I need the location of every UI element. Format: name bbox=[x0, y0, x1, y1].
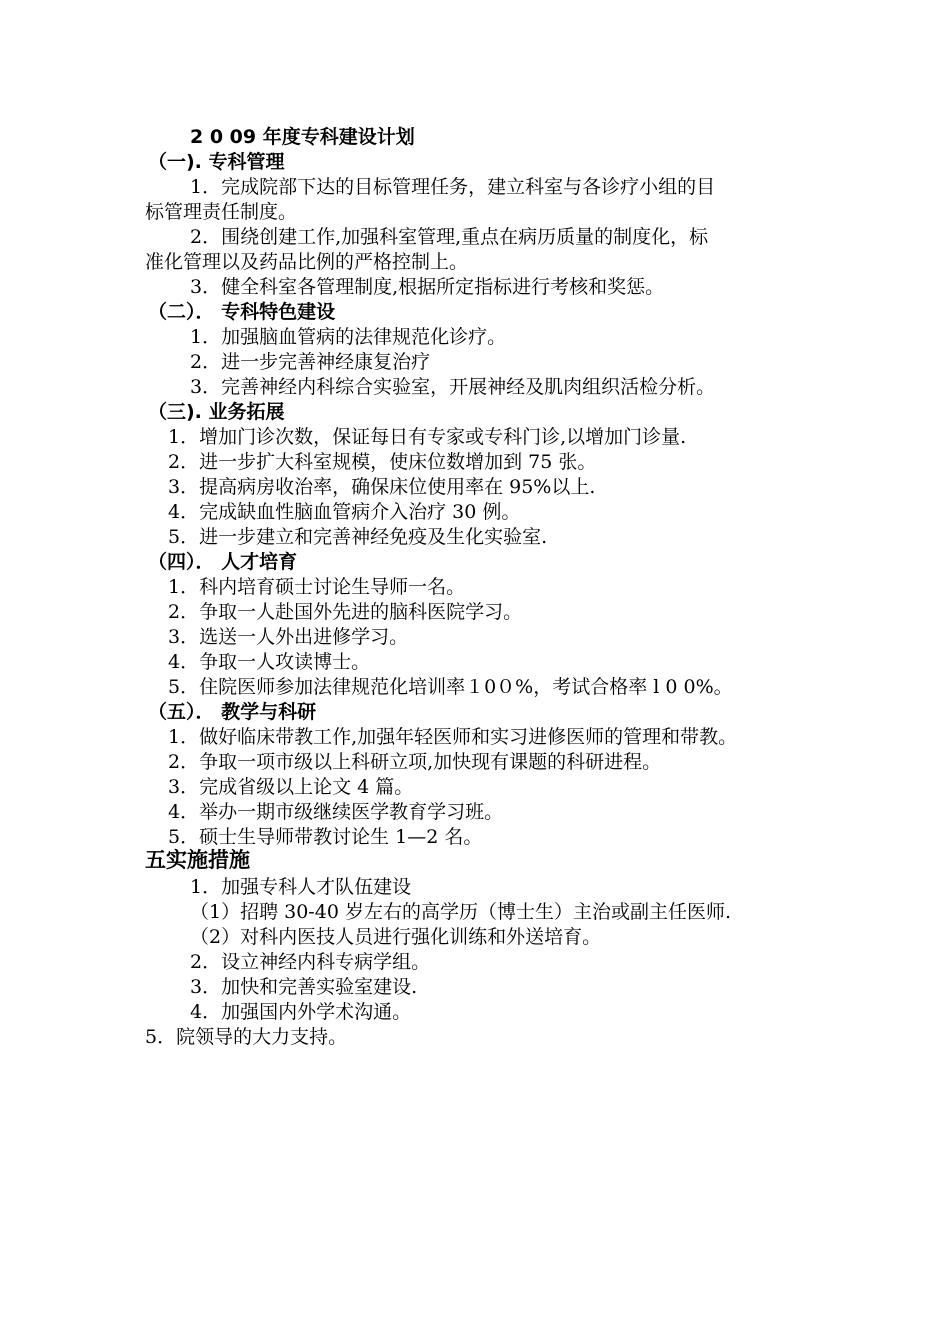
s6-item-1: 1．加强专科人才队伍建设 bbox=[190, 876, 412, 898]
s3-item-3: 3．提高病房收治率，确保床位使用率在 95%以上. bbox=[168, 476, 596, 498]
s6-sub-1: （1）招聘 30-40 岁左右的高学历（博士生）主治或副主任医师. bbox=[190, 901, 731, 923]
s3-item-2: 2．进一步扩大科室规模，使床位数增加到 75 张。 bbox=[168, 451, 597, 473]
section-6-heading: 五实施措施 bbox=[145, 848, 250, 872]
s2-item-2: 2．进一步完善神经康复治疗 bbox=[190, 351, 431, 373]
section-3-heading: （三). 业务拓展 bbox=[148, 401, 285, 423]
s6-item-4: 4．加强国内外学术沟通。 bbox=[190, 1001, 412, 1023]
s6-sub-2: （2）对科内医技人员进行强化训练和外送培育。 bbox=[190, 926, 602, 948]
s4-item-2: 2．争取一人赴国外先进的脑科医院学习。 bbox=[168, 601, 523, 623]
s3-item-1: 1．增加门诊次数，保证每日有专家或专科门诊,以增加门诊量. bbox=[168, 426, 687, 448]
s5-item-5: 5．硕士生导师带教讨论生 1—2 名。 bbox=[168, 826, 483, 848]
s1-item-2a: 2．围绕创建工作,加强科室管理,重点在病历质量的制度化，标 bbox=[190, 226, 709, 248]
s2-item-1: 1．加强脑血管病的法律规范化诊疗。 bbox=[190, 326, 507, 348]
s5-item-2: 2．争取一项市级以上科研立项,加快现有课题的科研进程。 bbox=[168, 751, 662, 773]
s5-item-4: 4．举办一期市级继续医学教育学习班。 bbox=[168, 801, 504, 823]
s5-item-1: 1．做好临床带教工作,加强年轻医师和实习进修医师的管理和带教。 bbox=[168, 726, 738, 748]
s1-item-2b: 准化管理以及药品比例的严格控制上。 bbox=[145, 251, 469, 273]
document-title: 2 0 09 年度专科建设计划 bbox=[190, 126, 415, 148]
s1-item-1b: 标管理责任制度。 bbox=[145, 201, 298, 223]
section-5-heading: （五）． 教学与科研 bbox=[148, 701, 317, 723]
s1-item-3: 3．健全科室各管理制度,根据所定指标进行考核和奖惩。 bbox=[190, 276, 665, 298]
s6-item-3: 3．加快和完善实验室建设. bbox=[190, 976, 418, 998]
s6-item-2: 2．设立神经内科专病学组。 bbox=[190, 951, 431, 973]
s4-item-1: 1．科内培育硕士讨论生导师一名。 bbox=[168, 576, 466, 598]
s6-item-5: 5．院领导的大力支持。 bbox=[145, 1026, 348, 1048]
section-2-heading: （二）． 专科特色建设 bbox=[148, 301, 336, 323]
s1-item-1a: 1．完成院部下达的目标管理任务，建立科室与各诊疗小组的目 bbox=[190, 176, 716, 198]
section-4-heading: （四）． 人才培育 bbox=[148, 551, 298, 573]
s3-item-5: 5．进一步建立和完善神经免疫及生化实验室. bbox=[168, 526, 548, 548]
s3-item-4: 4．完成缺血性脑血管病介入治疗 30 例。 bbox=[168, 501, 521, 523]
s4-item-3: 3．选送一人外出进修学习。 bbox=[168, 626, 409, 648]
s4-item-5: 5．住院医师参加法律规范化培训率１0０%，考试合格率 l 0 0%。 bbox=[168, 676, 733, 698]
s5-item-3: 3．完成省级以上论文 4 篇。 bbox=[168, 776, 414, 798]
section-1-heading: （一). 专科管理 bbox=[148, 151, 285, 173]
s2-item-3: 3．完善神经内科综合实验室，开展神经及肌肉组织活检分析。 bbox=[190, 376, 716, 398]
s4-item-4: 4．争取一人攻读博士。 bbox=[168, 651, 371, 673]
